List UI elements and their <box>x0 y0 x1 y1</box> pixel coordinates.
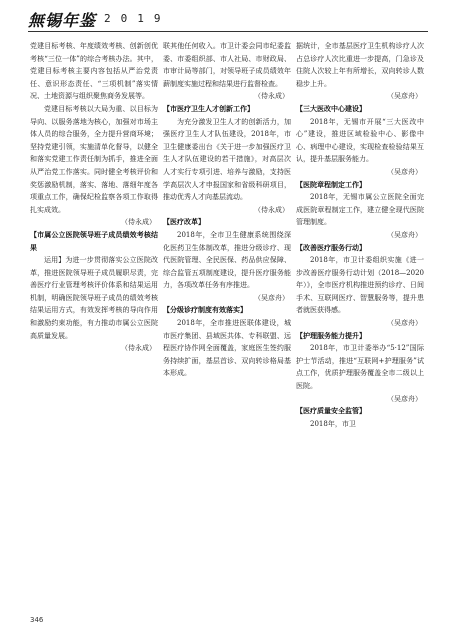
text-column-3 <box>296 40 424 430</box>
author-byline: （吴彦舟） <box>387 92 422 101</box>
body-paragraph: 2018年，全市推进医联体建设，城市医疗集团、县域医共体、专科联盟、远程医疗协作网全面覆盖，家庭医生签约服务持续扩面，基层首诊、双向转诊格局基本形成。 <box>163 319 291 378</box>
author-byline: （侍永成） <box>254 92 289 101</box>
author-byline: （吴彦舟） <box>387 167 422 176</box>
entry-heading: 【医疗改革】 <box>163 218 205 227</box>
body-paragraph: 2018年，全市卫生健康系统围绕深化医药卫生体制改革，推进分级诊疗、现代医院管理、全民医保、药品供应保障、综合监管五项制度建设，提升医疗服务能力，各项改革任务有序推进。 <box>163 230 291 290</box>
header-rule <box>28 31 428 32</box>
author-byline: （吴彦舟） <box>387 319 422 328</box>
yearbook-title: 無锡年鉴 <box>28 11 97 30</box>
author-byline: （吴彦舟） <box>387 394 422 403</box>
entry-heading: 【护理服务能力提升】 <box>296 331 366 340</box>
body-paragraph: 党建目标考核以大局为重、以目标为导向、以服务落地为核心，加强对市场主体人员的综合服务，全力提升营商环境；坚持党建引领，实施清单化督导，以健全和落实党建工作责任制为抓手，推进全面从严治党工作落实。同时健全考核评价和奖惩激励机制，落实、落地、落细年度各项重点工作，确保纪检监察各项工作取得扎实成效。 <box>30 104 158 214</box>
text-column-1 <box>30 40 158 355</box>
body-paragraph: 党建目标考核、年度绩效考核、创新创优考核“三位一体”的综合考核办法。其中，党建目标考核主要内容包括从严治党责任、意识形态责任、“三项机制”落实情况、土地资源与组织聚焦商务发展等。 <box>30 42 158 101</box>
body-paragraph: 2018年，市卫计委组织实施《进一步改善医疗服务行动计划（2018—2020年）》，全市医疗机构推进预约诊疗、日间手术、互联网医疗、智慧服务等，提升患者就医获得感。 <box>296 256 424 315</box>
entry-heading: 【医院章程制定工作】 <box>296 180 366 189</box>
body-paragraph: 联其他任何收入。市卫计委会同市纪委监委、市委组织部、市人社局、市财政局、市审计局等部门，对领导班子成员绩效年薪制度实施过程和结果进行监督检查。 <box>163 42 291 88</box>
body-paragraph: 运用】为进一步贯彻落实公立医院改革，推进医院领导班子成员履职尽责，完善医疗行业管理考核评价体系和结果运用机制，明确医院领导班子成员的绩效考核结果运用方式，有效发挥考核的导向作用和激励约束功能，有力推动市属公立医院高质量发展。 <box>30 256 158 340</box>
author-byline: （侍永成） <box>254 205 289 214</box>
author-byline: （吴彦舟） <box>254 293 289 302</box>
entry-heading: 【改善医疗服务行动】 <box>296 243 366 252</box>
author-byline: （侍永成） <box>121 344 156 353</box>
entry-heading: 【医疗质量安全监管】 <box>296 407 366 416</box>
body-paragraph: 据统计，全市基层医疗卫生机构诊疗人次占总诊疗人次比重进一步提高，门急诊及住院人次较上年有所增长，双向转诊人数稳步上升。 <box>296 42 424 88</box>
body-paragraph: 2018年，无锡市开展“三大医改中心”建设，推进区域检验中心、影像中心、病理中心建设，实现检查检验结果互认，提升基层服务能力。 <box>296 117 424 164</box>
body-paragraph: 为充分激发卫生人才的创新活力，加强医疗卫生人才队伍建设，2018年，市卫生健康委出台《关于进一步加强医疗卫生人才队伍建设的若干措施》，对高层次人才实行专项引进、培养与激励，支持医学高层次人才申报国家和省级科研项目，推动优秀人才向基层流动。 <box>163 117 291 202</box>
body-paragraph: 2018年，无锡市属公立医院全面完成医院章程制定工作，建立健全现代医院管理制度。 <box>296 193 424 227</box>
entry-heading: 【市属公立医院领导班子成员绩效考核结果 <box>30 230 158 252</box>
author-byline: （吴彦舟） <box>387 230 422 239</box>
yearbook-year: 2019 <box>104 12 171 25</box>
entry-heading: 【三大医改中心建设】 <box>296 104 366 113</box>
body-paragraph: 2018年，市卫计委举办“5·12”国际护士节活动，推进“互联网+护理服务”试点工作，优质护理服务覆盖全市二级以上医院。 <box>296 344 424 391</box>
page-number: 346 <box>30 616 44 624</box>
text-column-2 <box>163 40 291 380</box>
entry-heading: 【市医疗卫生人才创新工作】 <box>163 104 254 113</box>
body-paragraph: 2018年，市卫 <box>310 419 356 428</box>
running-header <box>0 6 449 34</box>
author-byline: （侍永成） <box>121 218 156 227</box>
entry-heading: 【分级诊疗制度有效落实】 <box>163 306 247 315</box>
